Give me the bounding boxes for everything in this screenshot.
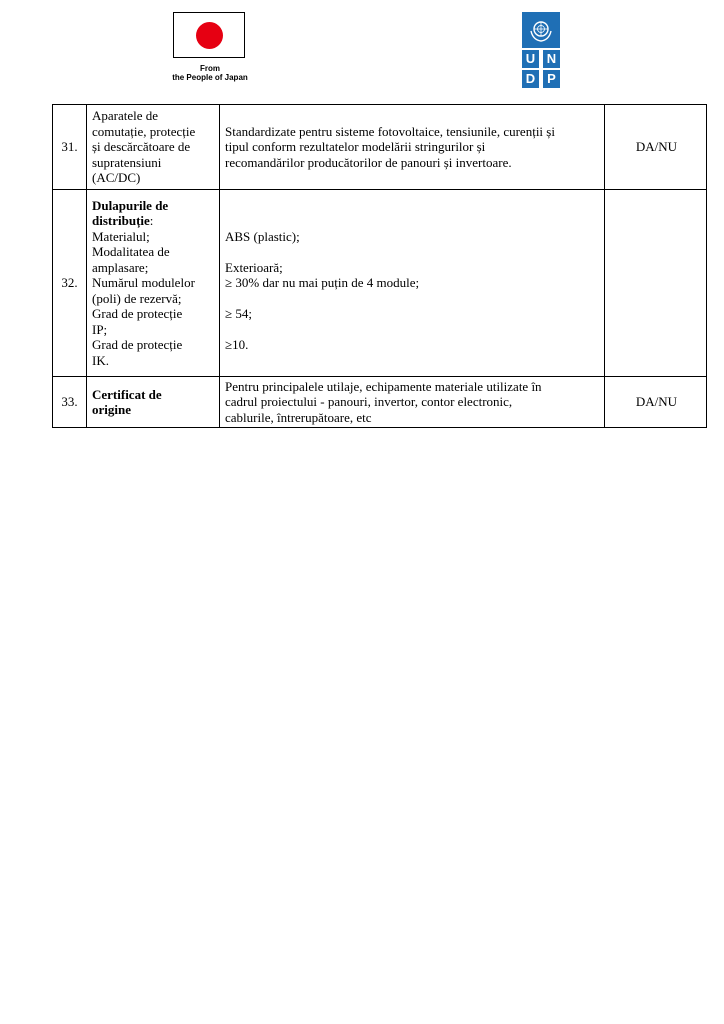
- undp-letter-d: D: [522, 70, 539, 88]
- specification-cell: Standardizate pentru sisteme fotovoltaice, tensiunile, curenții și tipul conform rezultatelor modelării stringurilor și recomandărilor producătorilor de panouri și invertoare.: [220, 105, 605, 190]
- row-number: 32.: [53, 190, 87, 377]
- table-row: [53, 190, 707, 377]
- answer-cell: [605, 190, 707, 377]
- undp-logo: [522, 12, 560, 88]
- item-name-cell: Aparatele de comutație, protecție și descărcătoare de supratensiuni (AC/DC): [87, 105, 220, 190]
- undp-letter-p: P: [543, 70, 560, 88]
- specifications-table: [52, 104, 707, 428]
- item-name-cell: Certificat de origine: [87, 377, 220, 428]
- undp-letter-n: N: [543, 50, 560, 68]
- japan-flag-icon: [173, 12, 245, 58]
- table-row: [53, 105, 707, 190]
- answer-cell: DA/NU: [605, 105, 707, 190]
- specification-cell: ABS (plastic); Exterioară; ≥ 30% dar nu mai puțin de 4 module; ≥ 54; ≥10.: [220, 190, 605, 377]
- table-row: [53, 377, 707, 428]
- undp-letter-u: U: [522, 50, 539, 68]
- item-name-cell: Dulapurile de distribuție: Materialul; Modalitatea de amplasare; Numărul modulelor (poli) de rezervă; Grad de protecție IP; Grad de protecție IK.: [87, 190, 220, 377]
- japan-logo-caption: From the People of Japan: [172, 64, 248, 82]
- specification-cell: Pentru principalele utilaje, echipamente materiale utilizate în cadrul proiectului - panouri, invertor, contor electronic, cablurile, întrerupătoare, etc: [220, 377, 605, 428]
- row-number: 33.: [53, 377, 87, 428]
- japan-aid-logo: [165, 12, 255, 86]
- answer-cell: DA/NU: [605, 377, 707, 428]
- row-number: 31.: [53, 105, 87, 190]
- un-emblem-icon: [522, 12, 560, 48]
